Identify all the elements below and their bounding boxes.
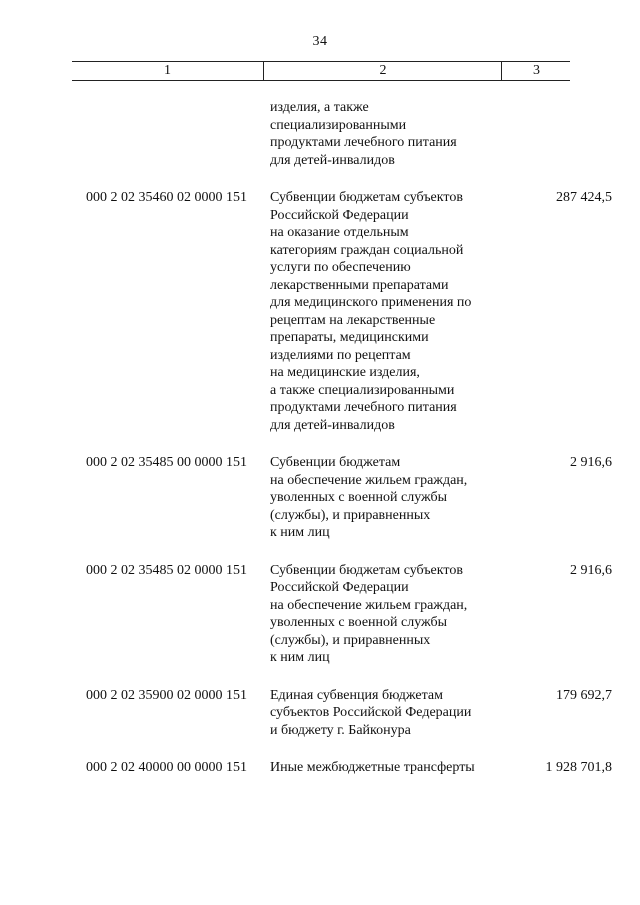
row-description-line: к ним лиц [270, 650, 330, 665]
row-code: 000 2 02 35460 02 0000 151 [86, 190, 247, 205]
table-row [0, 687, 640, 740]
row-description-line: субъектов Российской Федерации [270, 705, 472, 720]
row-description-line: специализированными [270, 117, 407, 133]
row-description-line: препараты, медицинскими [270, 330, 429, 345]
row-description-line: для медицинского применения по [270, 295, 472, 310]
row-code: 000 2 02 35900 02 0000 151 [86, 687, 247, 703]
table-header [72, 61, 570, 81]
row-description-line: на оказание отдельным [270, 225, 409, 240]
row-description-line: (службы), и приравненных [270, 507, 431, 523]
row-description-line: уволенных с военной службы [270, 490, 448, 505]
table-row [0, 562, 640, 667]
row-amount: 2 916,6 [570, 455, 612, 470]
table-row [0, 189, 640, 434]
row-description-line: изделиями по рецептам [270, 347, 411, 363]
table-body [0, 99, 640, 777]
table-row [0, 759, 640, 777]
row-description [270, 562, 510, 667]
table-row [0, 454, 640, 542]
row-description-line: для детей-инвалидов [270, 417, 395, 433]
row-amount: 179 692,7 [556, 687, 612, 703]
row-description-line: на медицинские изделия, [270, 365, 420, 380]
page-number: 34 [312, 34, 328, 49]
row-description-line: изделия, а также [270, 100, 369, 115]
row-description [270, 454, 510, 542]
row-description [270, 99, 510, 169]
row-description-line: на обеспечение жильем граждан, [270, 472, 468, 488]
row-code: 000 2 02 35485 00 0000 151 [86, 455, 247, 470]
row-description-line: Субвенции бюджетам субъектов [270, 190, 463, 205]
row-amount: 1 928 701,8 [545, 760, 612, 775]
row-description [270, 759, 510, 777]
row-amount: 287 424,5 [556, 190, 612, 205]
row-description-line: категориям граждан социальной [270, 242, 464, 258]
row-description-line: на обеспечение жильем граждан, [270, 597, 468, 613]
row-description-line: рецептам на лекарственные [270, 312, 436, 328]
row-description-line: для детей-инвалидов [270, 152, 395, 168]
row-description [270, 687, 510, 740]
row-description-line: Иные межбюджетные трансферты [270, 760, 475, 775]
row-description-line: Субвенции бюджетам [270, 455, 401, 470]
row-description [270, 189, 510, 434]
row-description-line: Российской Федерации [270, 580, 409, 595]
table-header-col-3: 3 [501, 62, 571, 80]
row-code: 000 2 02 35485 02 0000 151 [86, 562, 247, 578]
row-description-line: продуктами лечебного питания [270, 400, 457, 415]
row-description-line: а также специализированными [270, 382, 455, 398]
row-description-line: услуги по обеспечению [270, 260, 411, 275]
row-description-line: лекарственными препаратами [270, 277, 449, 293]
table-row [0, 99, 640, 169]
row-amount: 2 916,6 [570, 562, 612, 578]
table-header-col-1: 1 [164, 63, 171, 78]
row-description-line: и бюджету г. Байконура [270, 722, 411, 738]
row-description-line: Российской Федерации [270, 207, 409, 223]
table-header-col-2: 2 [263, 62, 502, 80]
row-description-line: уволенных с военной службы [270, 615, 448, 630]
row-code: 000 2 02 40000 00 0000 151 [86, 760, 247, 775]
row-description-line: продуктами лечебного питания [270, 135, 457, 150]
row-description-line: (службы), и приравненных [270, 632, 431, 648]
row-description-line: Единая субвенция бюджетам [270, 687, 443, 703]
row-description-line: Субвенции бюджетам субъектов [270, 562, 463, 578]
row-description-line: к ним лиц [270, 525, 330, 540]
